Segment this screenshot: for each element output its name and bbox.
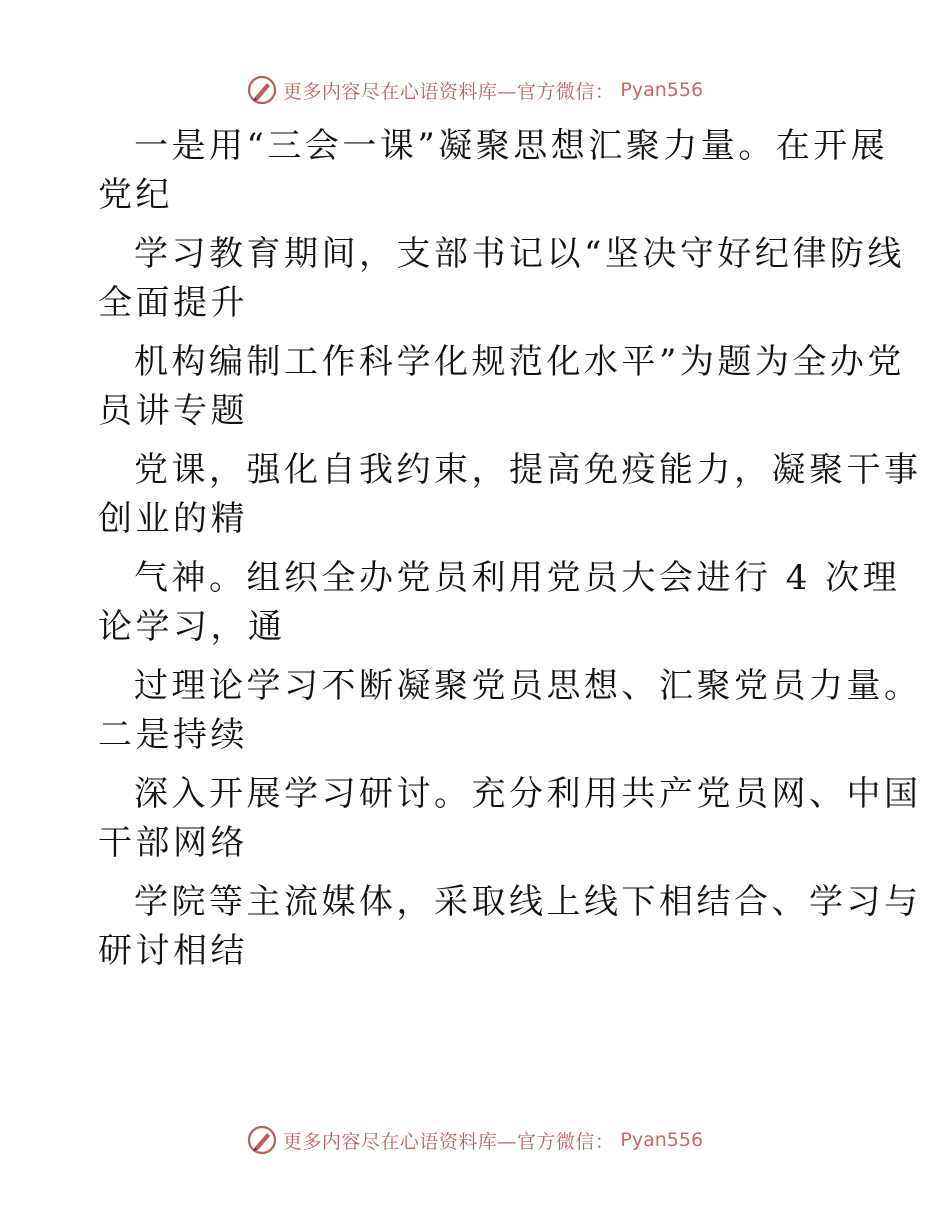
text-line: 机构编制工作科学化规范化水平”为题为全办党 xyxy=(134,342,905,382)
pen-logo-icon xyxy=(247,75,277,105)
watermark-text: 更多内容尽在心语资料库—官方微信： xyxy=(282,1130,615,1153)
text-line: 全面提升 xyxy=(98,283,248,323)
text-line: 二是持续 xyxy=(98,715,248,755)
text-line: 党纪 xyxy=(98,175,173,215)
text-line: 学院等主流媒体，采取线上线下相结合、学习与 xyxy=(134,882,922,922)
text-line: 创业的精 xyxy=(98,499,248,539)
text-line: 过理论学习不断凝聚党员思想、汇聚党员力量。 xyxy=(134,666,922,706)
text-line: 深入开展学习研讨。充分利用共产党员网、中国 xyxy=(134,774,922,814)
text-line: 气神。组织全办党员利用党员大会进行 4 次理 xyxy=(134,558,901,598)
text-line: 员讲专题 xyxy=(98,391,248,431)
watermark-text: 更多内容尽在心语资料库—官方微信： xyxy=(282,80,615,103)
watermark-wechat-id: Pyan556 xyxy=(620,1129,704,1151)
text-line: 干部网络 xyxy=(98,823,248,863)
text-line: 党课，强化自我约束，提高免疫能力，凝聚干事 xyxy=(134,450,922,490)
text-line: 学习教育期间，支部书记以“坚决守好纪律防线 xyxy=(134,234,905,274)
text-line: 一是用“三会一课”凝聚思想汇聚力量。在开展 xyxy=(134,126,889,166)
document-body xyxy=(98,122,922,986)
text-line: 论学习，通 xyxy=(98,607,286,647)
header-watermark xyxy=(0,70,950,110)
pen-logo-icon xyxy=(247,1125,277,1155)
text-line: 研讨相结 xyxy=(98,931,248,971)
watermark-wechat-id: Pyan556 xyxy=(620,79,704,101)
footer-watermark xyxy=(0,1120,950,1160)
